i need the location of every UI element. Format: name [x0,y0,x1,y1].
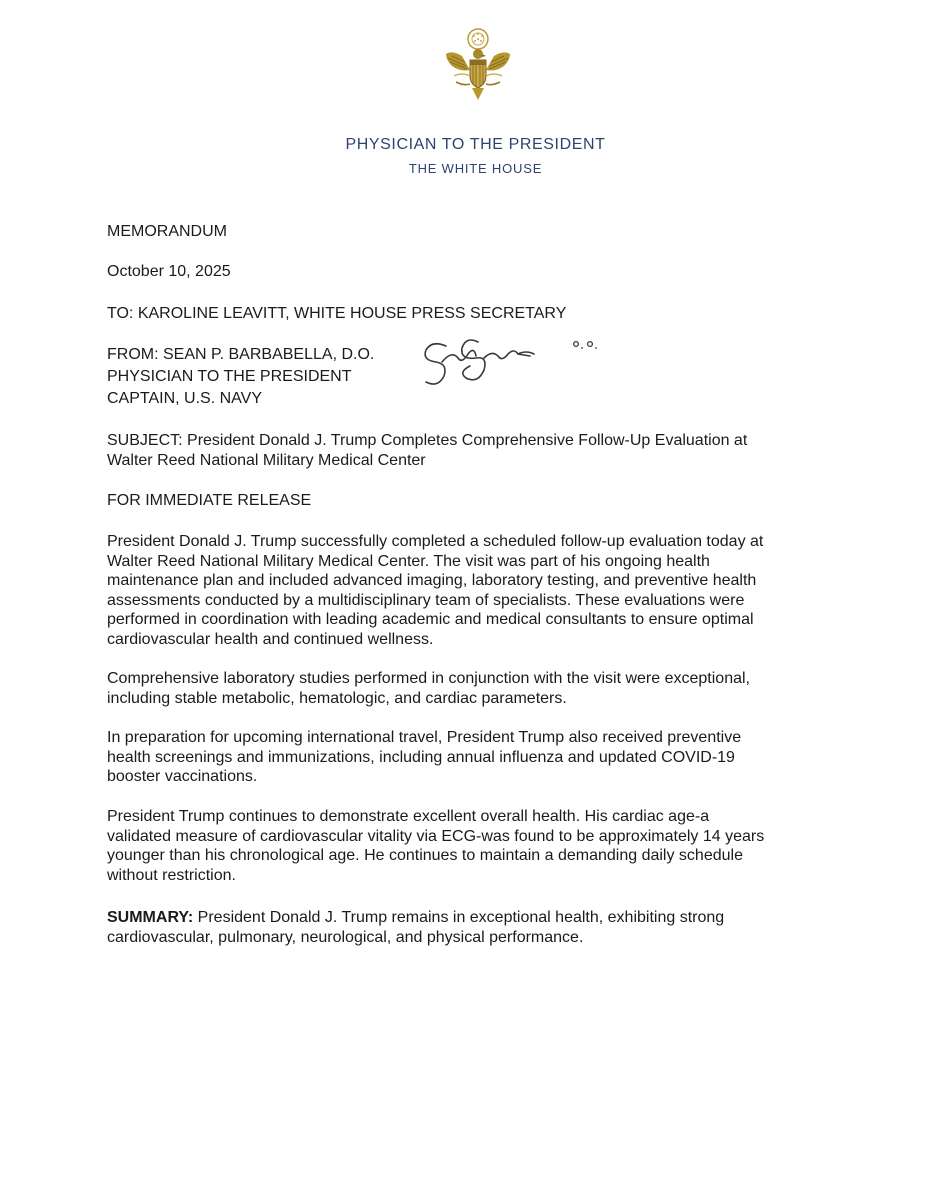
handwritten-signature [418,332,628,392]
paragraph-line: without restriction. [107,866,236,884]
memo-subject [107,431,827,470]
memo-sender-block [107,344,374,410]
paragraph-line: maintenance plan and included advanced imaging, laboratory testing, and preventive health [107,572,757,589]
paragraph-line: assessments conducted by a multidisciplinary team of specialists. These evaluations were [107,591,745,609]
paragraph-line: President Donald J. Trump successfully completed a scheduled follow-up evaluation today at [107,533,764,550]
body-paragraph [107,532,827,649]
paragraph-line: booster vaccinations. [107,768,258,785]
paragraph-line: President Trump continues to demonstrate excellent overall health. His cardiac age-a [107,808,710,825]
subject-line: SUBJECT: President Donald J. Trump Completes Comprehensive Follow-Up Evaluation at [107,432,748,449]
paragraph-line: younger than his chronological age. He continues to maintain a demanding daily schedule [107,847,743,864]
summary-label: SUMMARY: [107,909,194,926]
sender-title: PHYSICIAN TO THE PRESIDENT [107,368,352,385]
summary-line [107,908,827,928]
release-notice: FOR IMMEDIATE RELEASE [107,492,312,509]
letterhead-subtitle: THE WHITE HOUSE [408,161,543,176]
paragraph-line: validated measure of cardiovascular vitality via ECG-was found to be approximately 14 years [107,827,765,845]
sender-rank: CAPTAIN, U.S. NAVY [107,390,262,407]
memo-heading: MEMORANDUM [107,223,227,240]
paragraph-line: performed in coordination with leading academic and medical consultants to ensure optimal [107,611,754,628]
summary-line: cardiovascular, pulmonary, neurological, and physical performance. [107,928,584,946]
paragraph-line: Walter Reed National Military Medical Center. The visit was part of his ongoing health [107,552,710,570]
summary-text: President Donald J. Trump remains in exceptional health, exhibiting strong [193,909,725,926]
summary-paragraph [107,908,827,947]
subject-line: Walter Reed National Military Medical Center [107,451,426,469]
paragraph-line: including stable metabolic, hematologic, and cardiac parameters. [107,689,567,707]
paragraph-line: health screenings and immunizations, including annual influenza and updated COVID-19 [107,748,735,766]
presidential-seal-icon [438,26,518,110]
memo-recipient: TO: KAROLINE LEAVITT, WHITE HOUSE PRESS SECRETARY [107,305,567,322]
memo-date: October 10, 2025 [107,263,231,280]
sender-name: FROM: SEAN P. BARBABELLA, D.O. [107,346,375,363]
paragraph-line: Comprehensive laboratory studies performed in conjunction with the visit were exceptional, [107,670,750,687]
letterhead-title: PHYSICIAN TO THE PRESIDENT [345,136,606,153]
body-paragraph [107,669,827,708]
paragraph-line: In preparation for upcoming international travel, President Trump also received preventive [107,729,742,746]
paragraph-line: cardiovascular health and continued wellness. [107,630,434,648]
body-paragraph [107,807,827,885]
body-paragraph [107,728,827,787]
